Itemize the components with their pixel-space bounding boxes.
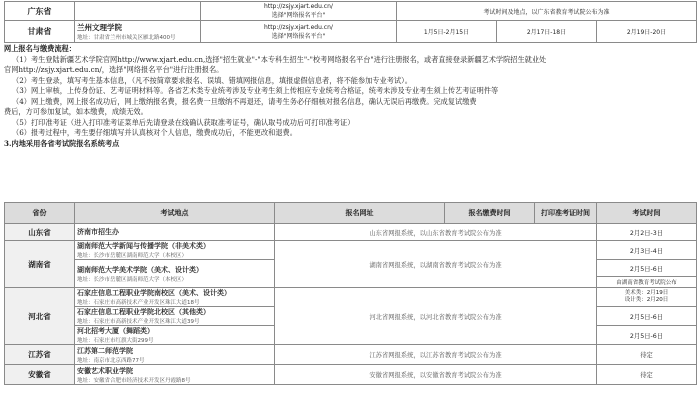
site-name: 河北招考大厦（舞蹈类）	[77, 327, 154, 335]
site-name: 兰州文理学院	[77, 23, 122, 32]
url-note: 选择"网络报名平台"	[271, 12, 326, 19]
table-row	[5, 241, 697, 260]
table-row	[5, 365, 697, 385]
registration-process	[4, 44, 696, 149]
province-cell: 湖南省	[5, 241, 75, 288]
site-address: 地址：安徽省合肥市经济技术开发区丹霞路8号	[77, 377, 191, 384]
url-link[interactable]: http://zsjy.xjart.edu.cn/	[264, 23, 333, 31]
site-name: 石家庄信息工程职业学院北校区（其他类）	[77, 308, 210, 316]
site-address: 地址：长沙市岳麓区湖南师范大学（本校区）	[77, 253, 188, 259]
process-line: （2）考生登录，填写考生基本信息，（凡不按简章要求报名、误填、错填网报信息，填报虚假信息者，将不能参加专业考试）。	[12, 75, 412, 85]
site-address: 地址：长沙市岳麓区湖南师范大学（本校区）	[77, 276, 188, 283]
url-link[interactable]: http://zsjy.xjart.edu.cn/	[264, 3, 333, 10]
site-cell	[75, 260, 275, 288]
exam-time-cell: 2月3日-4日	[597, 241, 697, 260]
site-address: 地址：石家庄市红旗大街299号	[77, 338, 154, 344]
site-name: 江苏第二师范学院	[77, 346, 133, 355]
exam-time-cell: 待定	[597, 345, 697, 365]
site-address: 地址：南京市北京西路77号	[77, 357, 145, 364]
site-name: 湖南师范大学美术学院（美术、设计类）	[77, 265, 203, 274]
merged-note-cell: 考试时间及地点，以广东省教育考试院公布为准	[397, 2, 697, 21]
header-exam-time: 考试时间	[597, 203, 697, 224]
header-web: 报名网址	[275, 203, 445, 224]
web-cell: 河北省网报系统，以河北省教育考试院公布为准	[275, 288, 597, 345]
site-name: 济南市招生办	[77, 228, 119, 236]
province-cell: 河北省	[5, 288, 75, 345]
exam-sites-table	[4, 202, 697, 385]
date-cell: 1月5日-2月15日	[397, 21, 497, 43]
web-cell: 江苏省网报系统，以江苏省教育考试院公布为准	[275, 345, 597, 365]
process-line: （5）打印准考证（进入打印准考证菜单后先请登录在线确认获取准考证号，确认取号成功后可打印准考证）	[12, 117, 355, 127]
site-cell	[75, 365, 275, 385]
header-print-time: 打印准考证时间	[535, 203, 597, 224]
header-province: 省份	[5, 203, 75, 224]
table-row	[5, 345, 697, 365]
date-cell: 2月17日-18日	[497, 21, 597, 43]
site-name: 湖南师范大学新闻与传播学院（非美术类）	[77, 242, 210, 250]
site-cell	[75, 326, 275, 345]
exam-time-cell: 2月2日-3日	[597, 224, 697, 241]
top-table	[4, 1, 697, 43]
table-header-row	[5, 203, 697, 224]
header-fee-time: 报名缴费时间	[445, 203, 535, 224]
table-row	[5, 2, 697, 21]
site-cell	[75, 21, 201, 43]
table-row	[5, 224, 697, 241]
site-cell	[75, 307, 275, 326]
date-cell: 2月19日-20日	[597, 21, 697, 43]
section3-heading: 3.内地采用各省考试院报名系统考点	[4, 138, 120, 148]
web-cell: 湖南省网报系统，以湖南省教育考试院公布为准	[275, 241, 597, 288]
site-name: 安徽艺术职业学院	[77, 366, 133, 375]
province-cell: 山东省	[5, 224, 75, 241]
url-cell	[201, 2, 397, 21]
site-cell	[75, 2, 201, 21]
exam-time-cell: 美术类：2月19日 设计类：2月20日	[597, 288, 697, 307]
province-cell: 甘肃省	[5, 21, 75, 43]
site-address: 地址：甘肃省兰州市城关区雁北路400号	[77, 35, 176, 41]
section-heading: 网上报名与缴费流程：	[4, 44, 76, 53]
url-note: 选择"网络报名平台"	[271, 32, 326, 40]
exam-time-cell: 2月5日-6日	[597, 307, 697, 326]
site-address: 地址：石家庄市高新技术产业开发区珠江大道39号	[77, 319, 200, 325]
province-cell: 江苏省	[5, 345, 75, 365]
header-site: 考试地点	[75, 203, 275, 224]
site-cell	[75, 345, 275, 365]
province-cell: 安徽省	[5, 365, 75, 385]
site-name: 石家庄信息工程职业学院南校区（美术、设计类）	[77, 289, 231, 297]
web-cell: 安徽省网报系统，以安徽省教育考试院公布为准	[275, 365, 597, 385]
process-line: （1）考生登陆新疆艺术学院官网http://www.xjart.edu.cn,选择"招生就业"-"本专科生招生"-"校考网络报名平台"进行注册报名，或者直接登录新疆艺术学院招生就业处	[12, 54, 547, 64]
exam-time-cell: 2月5日-6日	[597, 326, 697, 345]
exam-time-cell: 2月5日-6日	[597, 260, 697, 277]
table-row	[5, 288, 697, 307]
process-line: （6）报考过程中，考生要仔细填写并认真核对个人信息，缴费成功后，不能更改和退费。	[12, 128, 297, 137]
site-cell	[75, 288, 275, 307]
site-address: 地址：石家庄市高新技术产业开发区珠江大道18号	[77, 300, 200, 306]
site-cell	[75, 241, 275, 260]
table-row	[5, 21, 697, 43]
process-line: （3）网上审核，上传身份证、艺考证明材料等。各省艺术类专业统考涉及专业考生须上传相应专业统考合格证，统考未涉及专业考生须上传艺考证明件等	[12, 86, 499, 95]
process-line: 费后，方可参加复试，如本缴费，成绩无效。	[4, 107, 148, 116]
site-cell	[75, 224, 275, 241]
province-cell: 广东省	[5, 2, 75, 21]
exam-time-cell: 由湖南省教育考试院公布	[597, 277, 697, 288]
process-line: （4）网上缴费，网上报名成功后，网上缴纳报名费，报名费一旦缴纳不再退还，请考生务必仔细核对报名信息，确认无误后再缴费。完成复试缴费	[12, 96, 477, 106]
exam-time-cell: 待定	[597, 365, 697, 385]
web-cell: 山东省网报系统，以山东省教育考试院公布为准	[275, 224, 597, 241]
url-cell	[201, 21, 397, 43]
process-line: 官网http://zsjy.xjart.edu.cn/，选择"网络报名平台"进行注册报名。	[4, 65, 224, 74]
